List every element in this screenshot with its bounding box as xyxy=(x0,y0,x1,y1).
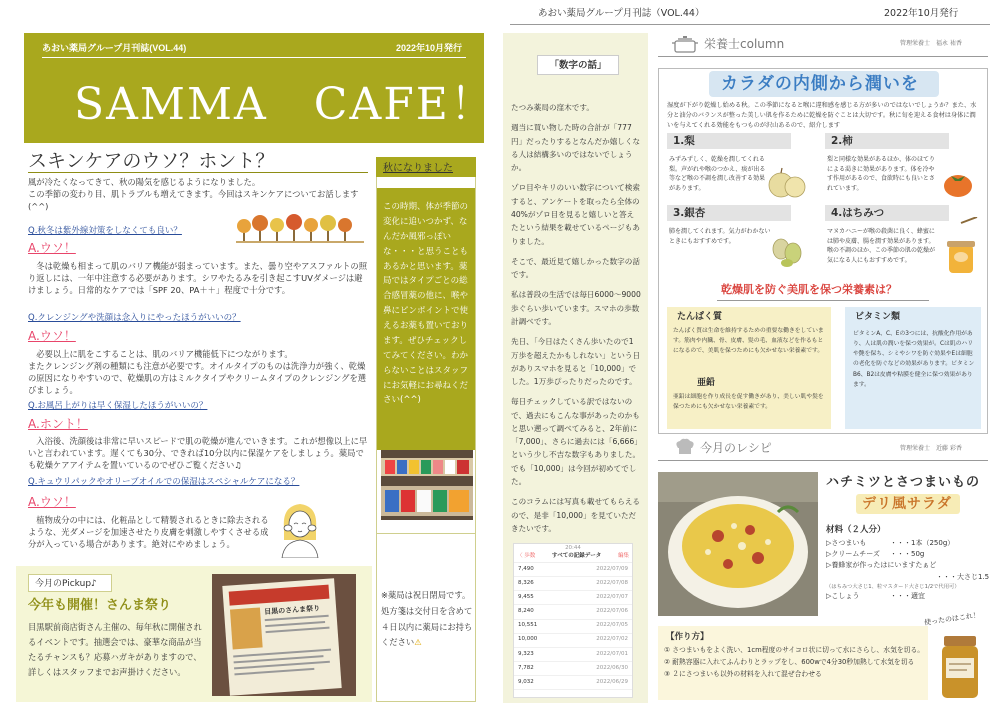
phone-record-value: 10,551 xyxy=(518,622,538,629)
phone-record-date: 2022/07/09 xyxy=(596,565,628,572)
skincare-q4: Q.キュウリパックやオリーブオイルでの保湿はスペシャルケアになる？ xyxy=(28,477,300,487)
ingredient-name: ▷クリームチーズ xyxy=(826,550,880,559)
food-1-text: みずみずしく、乾燥を潤してくれる梨。声がれや喉のつかえ、痰が出る等など喉の不調を潤し改善する効果があります。 xyxy=(669,156,766,192)
masthead-publication: あおい薬局グループ月刊誌(VOL.44) xyxy=(42,43,187,53)
persimmon-icon xyxy=(941,169,975,199)
numbers-body-p4: そこで、最近見て嬉しかった数字の話です。 xyxy=(511,256,640,280)
protein-text: たんぱく質は生命を維持するための重要な働きをしています。筋肉や内臓、骨、皮膚、髪の毛、血液などを作るもとになるので、美肌を保つためにも欠かせない栄養素です。 xyxy=(673,328,824,354)
autumn-notice-text: ※薬局は祝日閉局です。処方箋は交付日を含めて４日以内に薬局にお持ちください xyxy=(381,590,473,648)
skincare-title-rule xyxy=(28,172,368,173)
flyer-title: 目黒のさんま祭り xyxy=(263,604,321,617)
vitamin-text: ビタミンA、C、Eの3つには、抗酸化作用があり、人は肌の潤いを保つ効果が。Cは肌のハリや艶を保ち、シミやシワを防ぐ効果やEは細胞の老化を防ぐなどの効果があります。ビタミンB6、B2は皮膚や粘膜を健全に保つ効果があります。 xyxy=(853,331,975,388)
pickup-box xyxy=(16,566,372,702)
recipe-step: ② 耐熱容器に入れてふんわりとラップをし、600wで4分30秒加熱して水気を切る xyxy=(664,657,915,666)
flyer-paper xyxy=(222,578,341,696)
phone-edit: 編集 xyxy=(617,553,629,559)
recipe-top-rule xyxy=(658,460,988,461)
phone-status-time: 20:44 xyxy=(565,545,581,551)
phone-record-row xyxy=(514,662,632,676)
food-4-text: マヌカハニーが喉の殺菌に良く、蜂蜜には肺や皮膚、腸を潤す効果があります。喉の不調のほか、この季節の肌の乾燥が気になる人にもおすすめです。 xyxy=(827,228,936,264)
skincare-a2-label: A.ウソ！ xyxy=(28,329,76,343)
phone-record-value: 7,490 xyxy=(518,565,534,572)
food-2-name: 2.柿 xyxy=(831,135,853,147)
phone-record-date: 2022/07/05 xyxy=(596,622,628,629)
ingredient-row xyxy=(826,591,992,602)
phone-record-value: 9,455 xyxy=(518,593,534,600)
recipe-author xyxy=(900,445,962,454)
ingredient-name: ▷さつまいも xyxy=(826,539,867,547)
nutrition-column-label: 栄養士column xyxy=(704,37,785,51)
food-4-name: 4.はちみつ xyxy=(831,207,885,219)
phone-record-value: 10,000 xyxy=(518,636,538,643)
numbers-body-p2: 週当に買い物した時の合計が「777円」だったりするとなんだか嬉しくなる人は結構多いのではないでしょうか。 xyxy=(511,123,641,173)
numbers-body-p3: ゾロ目やキリのいい数字について検索すると、アンケートを取ったら全体の40%がゾロ目を見ると嬉しいと答えたという結果を載せているページもありました。 xyxy=(511,183,640,246)
festival-flyer-photo xyxy=(212,574,356,696)
phone-record-date: 2022/07/08 xyxy=(596,579,628,586)
masthead-title: SAMMA CAFE！ xyxy=(74,79,496,130)
skincare-intro-line2: この季節の変わり目、肌トラブルも増えてきます。今回はスキンケアについてお話します(^^) xyxy=(28,189,359,212)
numbers-column xyxy=(503,33,648,703)
recipe-label: 今月のレシピ xyxy=(700,441,772,455)
flyer-header xyxy=(229,585,330,606)
ingredient-amount: ・・・50g xyxy=(890,550,925,559)
autumn-trees-illustration xyxy=(236,212,364,244)
phone-record-row xyxy=(514,620,632,634)
ingredient-row xyxy=(826,560,992,571)
mustard-badge: 使ったのはこれ！ xyxy=(923,611,981,627)
phone-nav-bar xyxy=(514,552,632,563)
phone-record-date: 2022/07/02 xyxy=(596,636,628,643)
ingredient-amount: ・・・適宜 xyxy=(890,592,925,601)
vitamin-label: ビタミン類 xyxy=(855,312,901,322)
skincare-q2: Q.クレンジングや洗顔は念入りにやったほうがいいの？ xyxy=(28,313,241,323)
woman-skincare-illustration xyxy=(268,498,332,558)
pickup-body: 目黒駅前商店街さん主催の、毎年秋に開催されるイベントです。抽選会では、豪華な商品が当たるチャンスも？応募ハガキがありますので、詳しくはスタッフまでお声掛けください。 xyxy=(28,622,202,677)
phone-record-row xyxy=(514,591,632,605)
recipe-steps-title: 【作り方】 xyxy=(666,632,709,642)
nutrition-headline: カラダの内側から潤いを xyxy=(721,74,919,94)
phone-record-value: 9,032 xyxy=(518,678,534,685)
food-1-name: 1.梨 xyxy=(673,135,695,147)
beauty-title: 乾燥肌を防ぐ美肌を保つ栄養素は？ xyxy=(721,283,897,296)
masthead-rule xyxy=(42,57,466,58)
pot-icon xyxy=(672,35,698,55)
food-2-text: 梨と同様な効果があるほか、体のほてりによる渇きに効果があります。体を冷やす作用があるので、食欲時にも良いとされています。 xyxy=(827,156,936,192)
ingredient-name: ▷こしょう xyxy=(826,592,860,601)
ingredient-row xyxy=(826,538,992,549)
phone-record-date: 2022/07/06 xyxy=(596,608,628,615)
recipe-author-name: 近藤 彩香 xyxy=(936,445,962,452)
skincare-intro xyxy=(28,176,370,212)
skincare-a4-text: 植物成分の中には、化粧品として精製されるときに除去されるような、光ダメージを加速させたり皮膚を刺激しやすくさせる成分が入っている場合があります。絶対にやめましょう。 xyxy=(28,515,269,550)
ingredient-amount: ・・・1本（250g） xyxy=(890,539,955,547)
food-3-name: 3.銀杏 xyxy=(673,207,706,219)
autumn-notice xyxy=(381,588,473,651)
numbers-body-p7: 毎日チェックしている訳ではないので、過去にもこんな事があったのかもと思い遡って調べてみると、2年前に「7,000」、さらに過去には「6,666」という少し不吉な数字もありました。でも「10,000」は今回が初めてでした。 xyxy=(511,397,641,487)
warning-icon: ⚠ xyxy=(414,637,422,648)
ingredients-title: 材料（２人分） xyxy=(826,525,886,535)
nutrition-box xyxy=(658,68,988,434)
nutrition-top-rule xyxy=(658,56,988,57)
numbers-body-p6: 先日、「今日はたくさん歩いたので1万歩を超えたかもしれない」という日がありスマホを見ると「10,000」でした。1万歩ぴったりだったのです。 xyxy=(511,337,641,387)
skincare-a1-label: A.ウソ！ xyxy=(28,241,76,255)
phone-record-row xyxy=(514,676,632,690)
phone-record-date: 2022/07/01 xyxy=(596,650,628,657)
ingredient-row xyxy=(826,549,992,560)
pickup-label: 今月のPickup♪ xyxy=(28,574,112,592)
ingredient-row xyxy=(826,583,992,591)
ginkgo-icon xyxy=(767,229,807,269)
skincare-title: スキンケアのウソ？ホント？ xyxy=(28,150,275,172)
numbers-body-p1: たつみ薬局の窪木です。 xyxy=(511,103,594,112)
honey-jar-icon xyxy=(941,217,981,277)
ingredient-row xyxy=(826,572,992,583)
recipe-title-line1: ハチミツとさつまいもの xyxy=(826,475,981,490)
numbers-title: 「数字の話」 xyxy=(537,55,619,75)
ingredient-name xyxy=(826,572,886,583)
autumn-column xyxy=(376,157,476,702)
phone-record-row xyxy=(514,577,632,591)
ingredient-name: （はちみつ大さじ1、粒マスタード大さじ1/2で代用可） xyxy=(826,583,960,590)
beauty-title-rule xyxy=(717,300,929,301)
right-header-publication: あおい薬局グループ月刊誌（VOL.44） xyxy=(538,8,705,19)
skincare-a3-label: A.ホント！ xyxy=(28,417,88,431)
autumn-notice-rule xyxy=(377,533,475,534)
skincare-a2-line1: 必要以上に肌をこすることは、肌のバリア機能低下につながります。 xyxy=(36,349,293,359)
skincare-q3: Q.お風呂上がりは早く保湿したほうがいいの？ xyxy=(28,401,208,411)
zinc-label: 亜鉛 xyxy=(697,378,716,388)
autumn-title: 秋になりました xyxy=(383,163,453,174)
recipe-title-line2: デリ風サラダ xyxy=(862,496,952,512)
phone-record-value: 7,782 xyxy=(518,664,534,671)
autumn-body: この時期、体が季節の変化に追いつかず、なんだか風邪っぽいな・・・と思うこともあるかと思います。薬局ではタイプごとの総合感冒薬の他に、喉や鼻にピンポイントで使えるお薬も置いております。ぜひチェックしてみてください。わからないことはスタッフにお気軽にお尋ねください(^^) xyxy=(383,202,469,406)
right-header-rule xyxy=(510,24,990,25)
protein-box xyxy=(667,307,831,429)
nutrition-author-role: 管理栄養士 xyxy=(900,40,931,47)
recipe-step: ① さつまいもをよく洗い、1cm程度のサイコロ状に切って水にさらし、水気を切る。 xyxy=(664,646,925,654)
skincare-a2-text xyxy=(28,348,370,396)
mustard-jar-icon xyxy=(934,632,986,702)
salad-photo xyxy=(658,472,818,616)
phone-record-row xyxy=(514,648,632,662)
nutrition-author-name: 福永 祐香 xyxy=(936,40,962,47)
phone-record-date: 2022/06/29 xyxy=(596,678,628,685)
protein-label: たんぱく質 xyxy=(677,312,723,322)
numbers-body xyxy=(511,101,641,535)
ingredient-amount xyxy=(960,583,964,591)
skincare-a2-line2: またクレンジング剤の種類にも注意が必要です。オイルタイプのものは洗浄力が強く、乾燥の原因になりやすいので、乾燥肌の方はミルクタイプやクリームタイプのクレンジングを選びましょう。 xyxy=(28,361,367,396)
skincare-a3-text: 入浴後、洗顔後は非常に早いスピードで肌の乾燥が進んでいきます。これが想像以上に早いと言われています。遅くても30分、できれば10分以内に保湿ケアをしましょう。薬局でも乾燥ケアアイテムを置いているのでぜひご覧ください♫ xyxy=(28,436,368,471)
zinc-text: 亜鉛は細胞を作り成長を促す働きがあり、美しい肌や髪を保つためにも欠かせない栄養素です。 xyxy=(673,394,824,410)
phone-record-row xyxy=(514,605,632,619)
medicine-shelf-photo xyxy=(381,450,473,520)
phone-record-value: 9,323 xyxy=(518,650,534,657)
phone-record-date: 2022/06/30 xyxy=(596,664,628,671)
recipe-steps-list xyxy=(664,645,926,681)
phone-record-value: 8,240 xyxy=(518,608,534,615)
numbers-body-p5: 私は普段の生活では毎日6000〜9000歩ぐらい歩いています。スマホの歩数計調べです。 xyxy=(511,290,641,326)
skincare-a4-label: A.ウソ！ xyxy=(28,495,76,509)
chef-hat-icon xyxy=(674,438,696,456)
skincare-a1-text: 冬は乾燥も相まって肌のバリア機能が弱まっています。また、曇り空やアスファルトの照り返しには、一年中注意する必要があります。シワやたるみを引き起こすUVダメージは避けましょう。日常的なケアでは「SPF 20、PA＋＋」程度で十分です。 xyxy=(28,261,368,296)
phone-record-row xyxy=(514,634,632,648)
vitamin-box xyxy=(845,307,981,429)
flyer-image xyxy=(230,607,263,649)
numbers-body-p8: このコラムには写真も載せてもらえるので、是非「10,000」を見ていただきたいです。 xyxy=(511,497,641,533)
recipe-steps-box xyxy=(658,626,928,700)
recipe-step: ③ ２にさつまいも以外の材料を入れて混ぜ合わせる xyxy=(664,669,822,678)
tree-icon xyxy=(236,214,364,243)
skincare-q1: Q.秋冬は紫外線対策をしなくても良い？ xyxy=(28,226,182,236)
recipe-author-role: 管理栄養士 xyxy=(900,445,931,452)
nutrition-author xyxy=(900,40,962,49)
phone-record-value: 8,326 xyxy=(518,579,534,586)
skincare-intro-line1: 風が冷たくなってきて、秋の陽気を感じるようになりました。 xyxy=(28,177,261,187)
ingredient-amount xyxy=(936,560,940,571)
masthead xyxy=(24,33,496,143)
phone-back: 〈 歩数 xyxy=(517,553,536,559)
right-header-date: 2022年10月発行 xyxy=(884,8,959,19)
food-3-text: 肺を潤してくれます。気力がわかないときにもおすすめです。 xyxy=(669,228,771,245)
pear-icon xyxy=(767,165,807,201)
pickup-title: 今年も開催！さんま祭り xyxy=(28,598,172,613)
phone-record-list xyxy=(514,563,632,690)
phone-screenshot xyxy=(513,543,633,698)
phone-record-date: 2022/07/07 xyxy=(596,593,628,600)
phone-header: すべての記録データ xyxy=(551,553,602,559)
masthead-date: 2022年10月発行 xyxy=(395,43,462,53)
ingredient-name: ▷養蜂家が作ったはにいますたぁど xyxy=(826,561,937,570)
ingredients-list xyxy=(826,538,992,602)
nutrition-intro: 湿度が下がり乾燥し始める秋。この季節になると喉に違和感を感じる方が多いのではないでしょうか？また、水分と油分のバランスが整った美しい肌を作るために乾燥を防ぐことは大切です。秋に旬を迎える食材は身体に潤いを与えてくれる効能をもつものが沢山あるので、紹介します xyxy=(667,102,977,129)
phone-record-row xyxy=(514,563,632,577)
ingredient-amount: ・・・大さじ1.5 xyxy=(936,572,990,581)
